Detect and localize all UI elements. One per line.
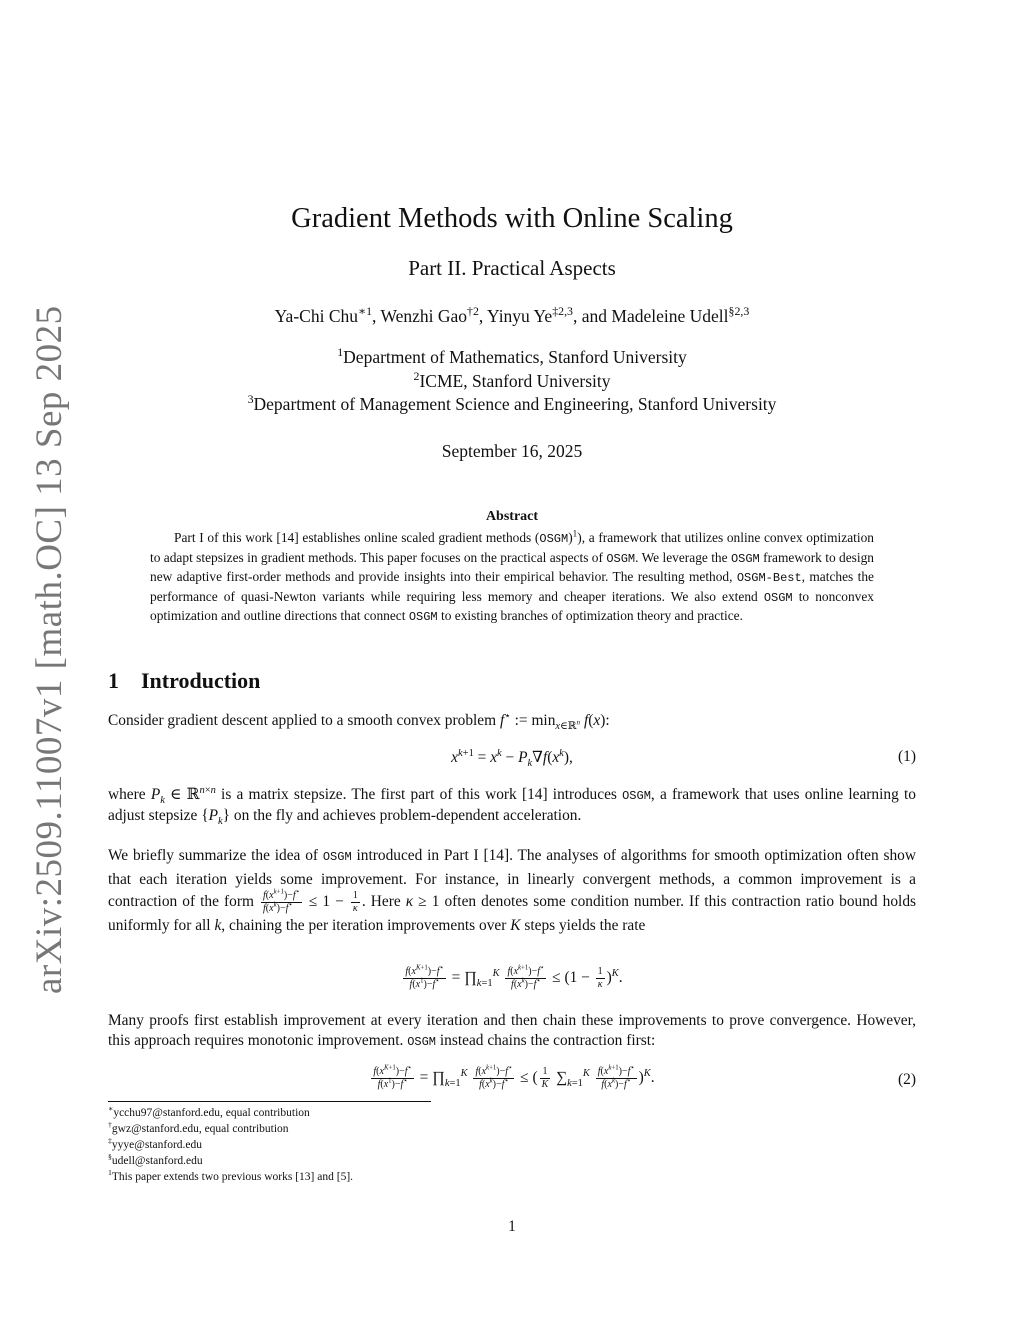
equation-number: (1) [898,748,916,765]
author-list: Ya-Chi Chu$^{∗1}$, Wenzhi Gao$^{\dagger 2}$, Yinyu Ye$^{\ddagger 2,3}$, and Madeleine Udell$^{\S 2,3}$ [274,304,750,326]
footnote-rule [108,1101,431,1102]
rate-equation: $\frac{f(x^{K+1})-f^⋆}{f(x^1)-f^⋆}$ = $\prod_{k=1}^K$ $\frac{f(x^{k+1})-f^⋆}{f(x^k)-f^⋆}$ ≤ (1 − $\frac{1}{\kappa}$ )$^K$. [405,964,623,990]
paragraph: Many proofs first establish improvement at every iteration and then chain these improvements to prove convergence. However, this approach requires monotonic improvement. OSGM instead chains the contraction first: [108,1012,916,1049]
author-mark: †2 [467,304,479,319]
paragraph: We briefly summarize the idea of OSGM introduced in Part I [14]. The analyses of algorithms for smooth optimization often show that each iteration yields some improvement. For instance, in linearly convergent methods, a common improvement is a contraction of the form $\frac{f(x^{k+1})-f^⋆}{f(x^k)-f^⋆}$ ≤ 1 − $\frac{1}{\kappa}$ . Here κ ≥ 1 often denotes some condition number. If this contraction ratio bound holds uniformly for all k, chaining the per iteration improvements over K steps yields the rate [108,847,917,934]
paragraph: where $P_k$ ∈ ℝ$^{n\times n}$ is a matrix stepsize. The first part of this work [14] introduces OSGM, a framework that uses online learning to adjust stepsize $\{P_k\}$ on the fly and achieves problem-dependent acceleration. [108,784,916,828]
paragraph: Consider gradient descent applied to a smooth convex problem f⋆ := $\min_{x\in ℝ^n} f(x)$: [108,710,610,733]
author-mark: §2,3 [728,304,750,319]
author-name: Ya-Chi Chu [274,306,358,326]
author-mark: ‡2,3 [552,304,573,319]
equation-1: $x^{k+1} = x^k - P_k\nabla f(x^k)$, [451,747,573,770]
paper-title: Gradient Methods with Online Scaling [291,203,733,234]
paper-subtitle: Part II. Practical Aspects [408,256,616,280]
author-name: Wenzhi Gao [380,306,468,326]
author-mark: ∗1 [358,304,373,319]
abstract-body: Part I of this work [14] establishes online scaled gradient methods (OSGM)$^1$), a framework that utilizes online convex optimization to adapt stepsizes in gradient methods. This paper focuses on the practical aspects of OSGM. We leverage the OSGM framework to design new adaptive first-order methods and provide insights into their empirical behavior. The resulting method, OSGM-Best, matches the performance of quasi-Newton variants while requiring less memory and cheaper iterations. We also extend OSGM to nonconvex optimization and outline directions that connect OSGM to existing branches of optimization theory and practice. [150,528,875,624]
affiliation: $^2$ICME, Stanford University [413,368,611,391]
footnote: †gwz@stanford.edu, equal contribution [108,1120,289,1135]
footnote: $^1$This paper extends two previous works [13] and [5]. [108,1168,354,1183]
author-name: and Madeleine Udell [581,306,729,326]
section-heading: 1 Introduction [108,668,261,693]
abstract-heading: Abstract [485,509,539,524]
paper-date: September 16, 2025 [441,441,583,461]
author-name: Yinyu Ye [487,306,553,326]
footnote: §udell@stanford.edu [108,1152,203,1167]
page-number: 1 [508,1218,516,1235]
equation-2: $\frac{f(x^{K+1})-f^⋆}{f(x^1)-f^⋆}$ = $\prod_{k=1}^K$ $\frac{f(x^{k+1})-f^⋆}{f(x^k)-f^⋆}$ ≤ ( $\frac{1}{K}$ $\sum_{k=1}^K$ $\frac{f(x^{k+1})-f^⋆}{f(x^k)-f^⋆}$ )$^K$. [373,1064,655,1090]
arxiv-stamp: arXiv:2509.11007v1 [math.OC] 13 Sep 2025 [29,305,70,994]
footnotes [108,1105,353,1185]
affiliation: $^1$Department of Mathematics, Stanford University [337,345,687,367]
affiliations [0,346,1024,417]
equation-number: (2) [898,1071,916,1088]
footnote: ‡yyye@stanford.edu [108,1136,203,1151]
affiliation: $^3$Department of Management Science and Engineering, Stanford University [247,392,777,414]
footnote: ∗ycchu97@stanford.edu, equal contribution [108,1104,310,1119]
